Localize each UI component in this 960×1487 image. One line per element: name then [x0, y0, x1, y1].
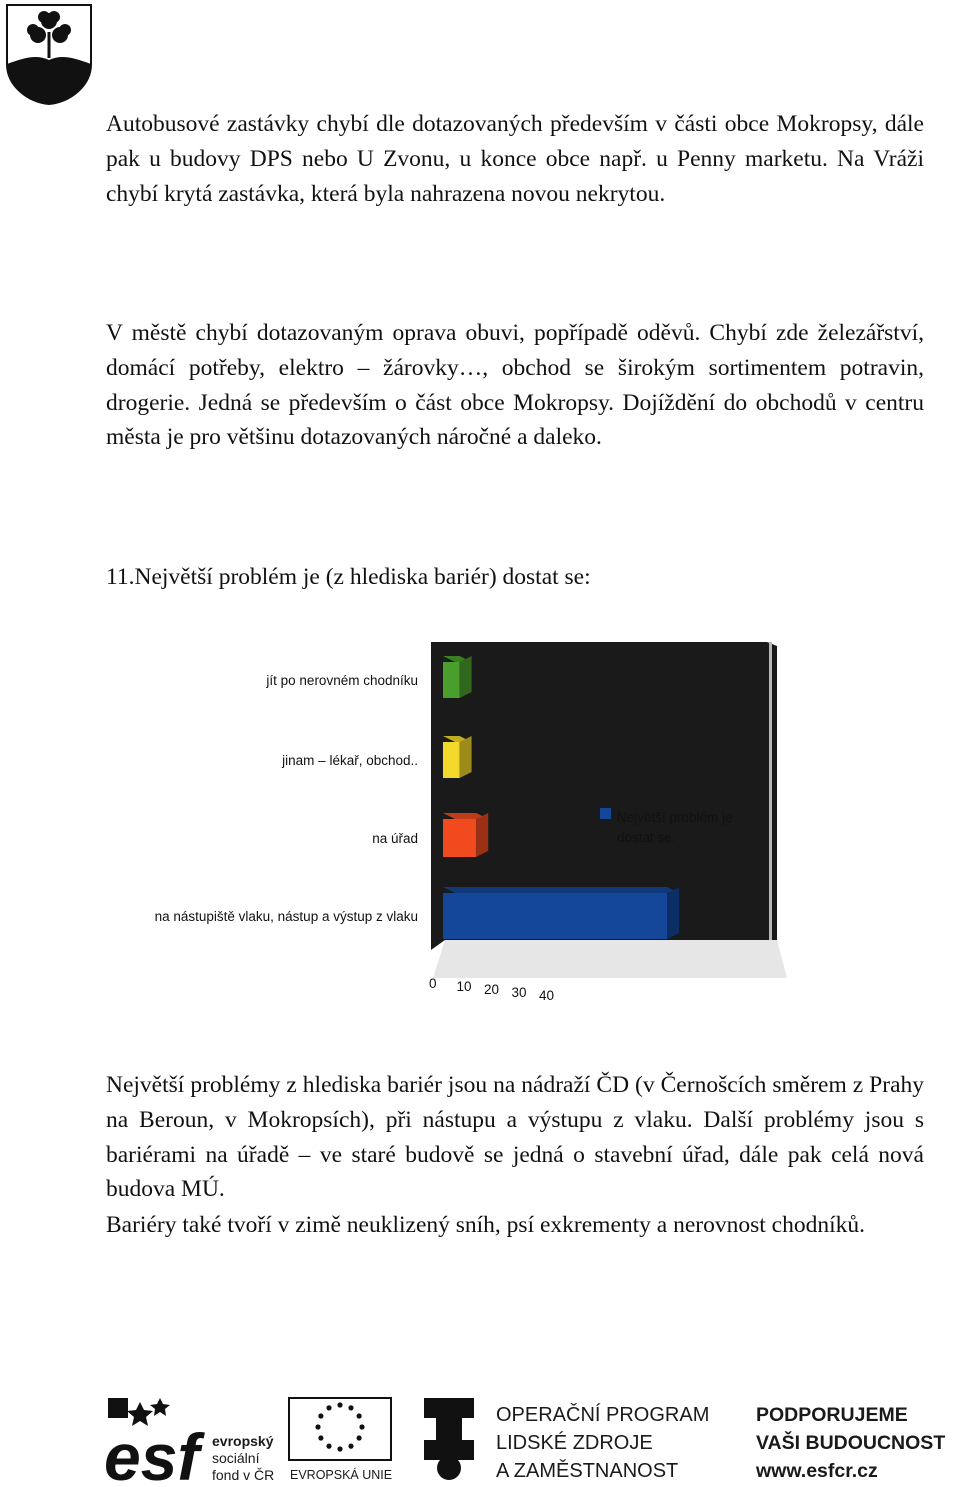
chart-x-tick-label: 30 — [511, 985, 527, 1000]
eu-flag-icon — [289, 1398, 391, 1460]
chart-right-edge — [769, 642, 772, 960]
chart-bar-side — [476, 813, 488, 857]
eu-star-icon — [326, 1405, 331, 1410]
chart-bar — [443, 742, 460, 778]
eu-star-icon — [315, 1424, 320, 1429]
chart-bar-side — [460, 736, 472, 778]
program-line-2: LIDSKÉ ZDROJE — [496, 1432, 653, 1454]
eu-star-icon — [318, 1413, 323, 1418]
chart-legend-swatch — [600, 808, 611, 819]
chart-category-label: na nástupiště vlaku, nástup a výstup z vlaku — [154, 909, 418, 924]
eu-star-icon — [348, 1405, 353, 1410]
chart-floor — [433, 940, 787, 978]
support-line-2: VAŠI BUDOUCNOST — [756, 1432, 946, 1454]
paragraph-bus-stops: Autobusové zastávky chybí dle dotazovaných především v části obce Mokropsy, dále pak u budovy DPS nebo U Zvonu, u konce obce např. u Penny marketu. Na Vráži chybí krytá zastávka, která byla nahrazena novou nekrytou. — [106, 111, 924, 207]
eu-star-icon — [337, 1402, 342, 1407]
esf-logo-icon — [104, 1398, 205, 1487]
chart-category-label: jinam – lékař, obchod.. — [282, 753, 418, 768]
paragraph-winter-barriers: Bariéry také tvoří v zimě neuklizený sníh, psí exkrementy a nerovnost chodníků. — [106, 1212, 865, 1238]
chart-legend-label: dostat se. — [617, 830, 676, 845]
esf-line-3: fond v ČR — [212, 1467, 275, 1483]
svg-text:esf: esf — [104, 1420, 200, 1487]
chart-bar-side — [460, 656, 472, 698]
eu-star-icon — [337, 1446, 342, 1451]
program-puzzle-icon — [424, 1398, 474, 1480]
eu-star-icon — [326, 1444, 331, 1449]
barriers-bar-chart — [0, 620, 960, 1020]
esf-line-1: evropský — [212, 1433, 274, 1449]
eu-star-icon — [357, 1435, 362, 1440]
program-line-1: OPERAČNÍ PROGRAM — [496, 1404, 710, 1426]
chart-x-tick-label: 0 — [429, 976, 437, 991]
paragraph-biggest-problems: Největší problémy z hlediska bariér jsou na nádraží ČD (v Černošcích směrem z Prahy na Beroun, v Mokropsích), při nástupu a výstupu z vlaku. Další problémy jsou s bariérami na úřadě – ve staré budově se jedná o stavební úřad, dále pak celá nová budova MÚ. — [106, 1072, 924, 1203]
chart-bar — [443, 819, 476, 857]
chart-bar-side — [667, 887, 679, 939]
chart-category-label: na úřad — [372, 831, 418, 846]
chart-bar — [443, 893, 667, 939]
program-line-3: A ZAMĚSTNANOST — [496, 1460, 679, 1482]
paragraph-missing-shops: V městě chybí dotazovaným oprava obuvi, popřípadě oděvů. Chybí zde železářství, domácí potřeby, elektro – žárovky…, obchod se širokým sortimentem potravin, drogerie. Jedná se především o část obce Mokropsy. Dojíždění do obchodů v centru města je pro většinu dotazovaných náročné a daleko. — [106, 320, 924, 451]
question-heading: 11.Největší problém je (z hlediska bariér) dostat se: — [106, 564, 591, 590]
eu-star-icon — [348, 1444, 353, 1449]
chart-x-tick-label: 20 — [484, 982, 500, 997]
eu-label: EVROPSKÁ UNIE — [290, 1468, 393, 1482]
esf-line-2: sociální — [212, 1450, 260, 1466]
eu-star-icon — [357, 1413, 362, 1418]
crest-shield-dark-base — [7, 57, 91, 104]
chart-legend-label: Největší problém je — [617, 810, 733, 825]
chart-bar-top — [443, 887, 679, 893]
chart-x-tick-label: 10 — [456, 979, 472, 994]
chart-x-tick-label: 40 — [539, 988, 555, 1003]
support-line-1: PODPORUJEME — [756, 1404, 908, 1426]
support-line-3: www.esfcr.cz — [756, 1460, 878, 1482]
eu-star-icon — [318, 1435, 323, 1440]
eu-star-icon — [359, 1424, 364, 1429]
chart-category-label: jít po nerovném chodníku — [266, 673, 418, 688]
municipal-crest-logo — [4, 2, 94, 106]
chart-bar — [443, 662, 460, 698]
